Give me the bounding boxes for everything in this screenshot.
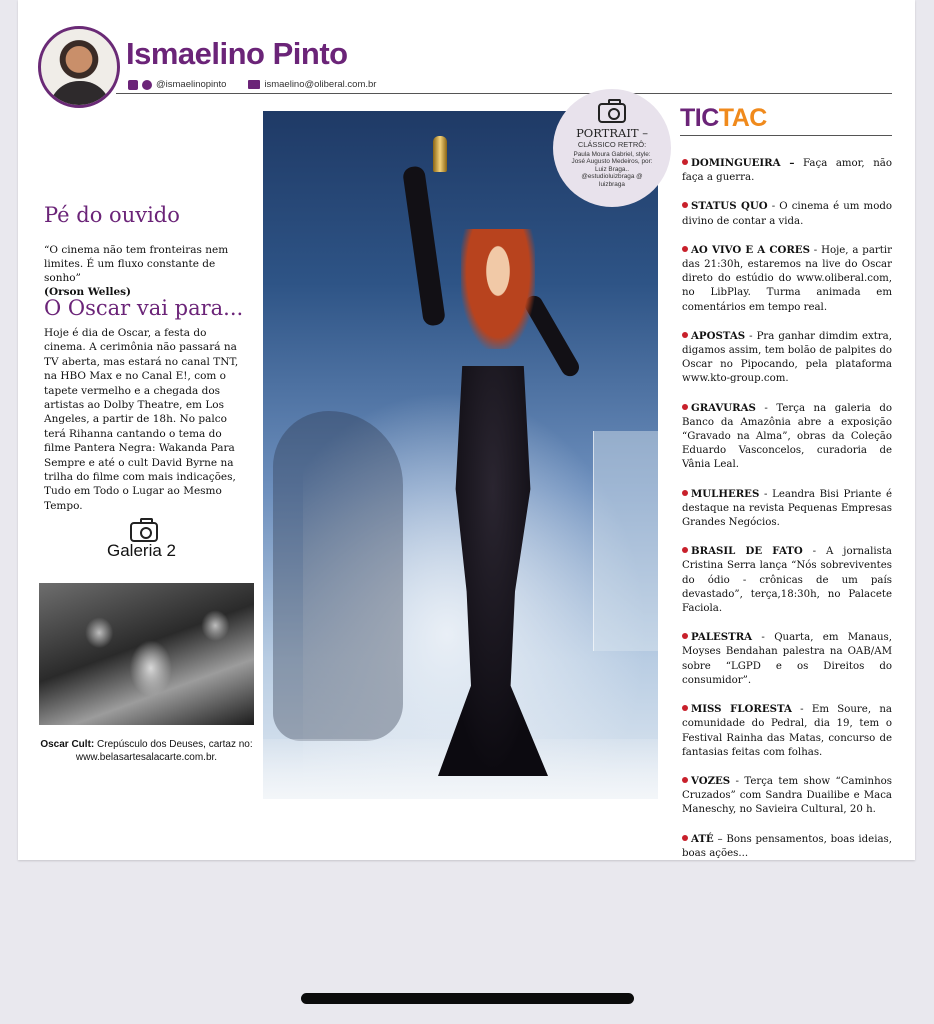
bullet-icon — [682, 246, 688, 252]
oscar-article-body: Hoje é dia de Oscar, a festa do cinema. A cerimônia não passará na TV aberta, mas estará no canal TNT, na HBO Max e no Canal E!, com o tapete vermelho e a chegada dos artistas ao Dolby Theatre, em Los Angeles, a partir de 18h. No palco terá Rihanna cantando o tema do filme Pantera Negra: Wakanda Para Sempre e até o cult David Byrne na trilha do filme com mais indicações, Tudo em Todo o Lugar ao Mesmo Tempo. — [44, 327, 239, 512]
author-contacts — [128, 79, 376, 90]
tictac-item: DOMINGUEIRA – Faça amor, não faça a guerra. — [682, 157, 892, 184]
bullet-icon — [682, 490, 688, 496]
tictac-title — [680, 104, 767, 133]
portrait-credit: Paula Moura Gabriel, style: José Augusto Medeiros, por: Luiz Braga.. @estudioluizbraga @ luizbraga — [571, 151, 653, 188]
tictac-item: AO VIVO E A CORES - Hoje, a partir das 21:30h, estaremos na live do Oscar direto do estúdio do www.oliberal.com, no LibPlay. Turma animada em comentários em tempo real. — [682, 243, 892, 313]
tictac-tac: TAC — [718, 104, 767, 132]
pe-do-ouvido-quote — [44, 243, 244, 299]
bullet-icon — [682, 332, 688, 338]
tictac-item: PALESTRA - Quarta, em Manaus, Moyses Bendahan palestra na OAB/AM sobre “LGPD e os Direitos do consumidor”. — [682, 631, 892, 686]
bullet-icon — [682, 404, 688, 410]
header-divider — [116, 93, 892, 94]
portrait-photo — [263, 111, 658, 799]
portrait-badge — [553, 89, 671, 207]
twitter-icon — [142, 80, 152, 90]
tictac-item: ATÉ – Bons pensamentos, boas ideias, boas ações... — [682, 832, 892, 859]
newspaper-page — [18, 0, 915, 860]
author-name: Ismaelino Pinto — [126, 36, 348, 71]
mail-icon — [248, 80, 260, 89]
home-indicator[interactable] — [301, 993, 634, 1004]
gallery-caption-text: Crepúsculo dos Deuses, cartaz no: www.belasartesalacarte.com.br. — [75, 739, 253, 763]
author-email[interactable]: ismaelino@oliberal.com.br — [264, 79, 377, 90]
tictac-item: MISS FLORESTA - Em Soure, na comunidade do Pedral, dia 19, tem o Festival Rainha das Matas, concurso de fantasias feitas com folhas. — [682, 703, 892, 758]
gallery-caption-label: Oscar Cult: — [40, 739, 95, 750]
oscar-statuette — [433, 136, 447, 172]
oscar-article-title: O Oscar vai para... — [44, 296, 244, 320]
tictac-item: VOZES - Terça tem show “Caminhos Cruzados” com Sandra Duailibe e Maca Maneschy, no Savieira Cultural, 20 h. — [682, 774, 892, 816]
tictac-item: BRASIL DE FATO - A jornalista Cristina Serra lança “Nós sobreviventes do ódio - crônicas de um país devastado”, terça,18:30h, no Palacete Faciola. — [682, 545, 892, 615]
instagram-icon — [128, 80, 138, 90]
tictac-divider — [680, 135, 892, 136]
portrait-title: PORTRAIT – — [576, 126, 648, 140]
bullet-icon — [682, 777, 688, 783]
tictac-item: STATUS QUO - O cinema é um modo divino de contar a vida. — [682, 200, 892, 227]
tictac-item: APOSTAS - Pra ganhar dimdim extra, digamos assim, tem bolão de palpites do Oscar no Pipocando, pela plataforma www.kto-group.com. — [682, 329, 892, 385]
tictac-item: GRAVURAS - Terça na galeria do Banco da Amazônia abre a exposição “Gravado na Alma”, obras da Coleção Eduardo Vasconcelos, curadoria de Vânia Leal. — [682, 401, 892, 471]
bullet-icon — [682, 633, 688, 639]
portrait-subtitle: CLÁSSICO RETRÔ: — [577, 140, 647, 149]
pe-do-ouvido-title: Pé do ouvido — [44, 203, 180, 227]
quote-text: “O cinema não tem fronteiras nem limites. É um fluxo constante de sonho” — [44, 244, 229, 284]
quote-author: (Orson Welles) — [44, 286, 132, 298]
instagram-handle[interactable]: @ismaelinopinto — [156, 79, 227, 90]
tictac-tic: TIC — [680, 104, 719, 132]
camera-icon — [130, 522, 158, 542]
author-avatar — [38, 26, 120, 108]
bullet-icon — [682, 202, 688, 208]
bullet-icon — [682, 705, 688, 711]
gallery-caption — [39, 738, 254, 764]
camera-icon — [598, 103, 626, 123]
tictac-list — [682, 156, 892, 875]
tictac-item: MULHERES - Leandra Bisi Priante é destaque na revista Pequenas Empresas Grandes Negócios. — [682, 487, 892, 529]
bullet-icon — [682, 159, 688, 165]
galeria-title: Galeria 2 — [107, 541, 176, 560]
bullet-icon — [682, 835, 688, 841]
bullet-icon — [682, 547, 688, 553]
gallery-photo — [39, 583, 254, 725]
